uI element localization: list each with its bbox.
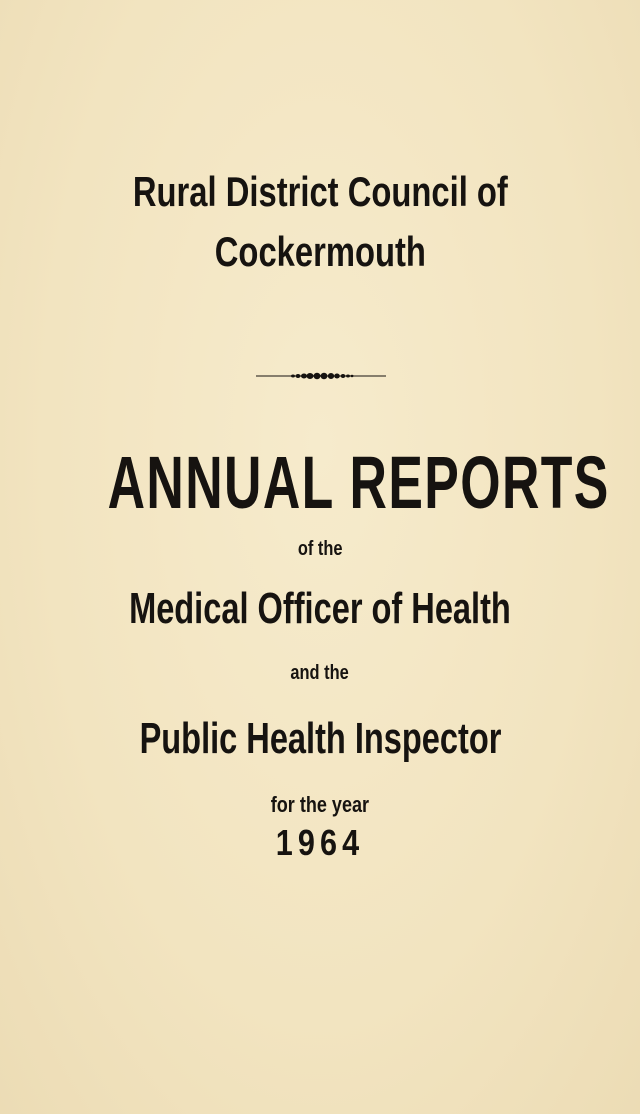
inspector-heading-text: Public Health Inspector [139, 714, 501, 763]
connector-of-the [0, 538, 640, 561]
connector-and-the-text: and the [290, 662, 350, 684]
report-title [0, 440, 640, 525]
connector-of-the-text: of the [297, 538, 343, 560]
connector-for-the-year [0, 792, 640, 818]
officer-heading-text: Medical Officer of Health [129, 584, 511, 633]
council-heading-text: Rural District Council of [132, 168, 508, 215]
place-heading [0, 228, 640, 276]
report-year [0, 822, 640, 864]
officer-heading [0, 584, 640, 634]
place-heading-text: Cockermouth [214, 228, 426, 275]
connector-for-the-year-text: for the year [270, 792, 370, 817]
report-title-text: ANNUAL REPORTS [107, 441, 610, 524]
inspector-heading [0, 714, 640, 764]
council-heading [0, 168, 640, 216]
decorative-rule-ornament [256, 371, 386, 381]
report-year-text: 1964 [275, 822, 365, 863]
connector-and-the [0, 662, 640, 685]
